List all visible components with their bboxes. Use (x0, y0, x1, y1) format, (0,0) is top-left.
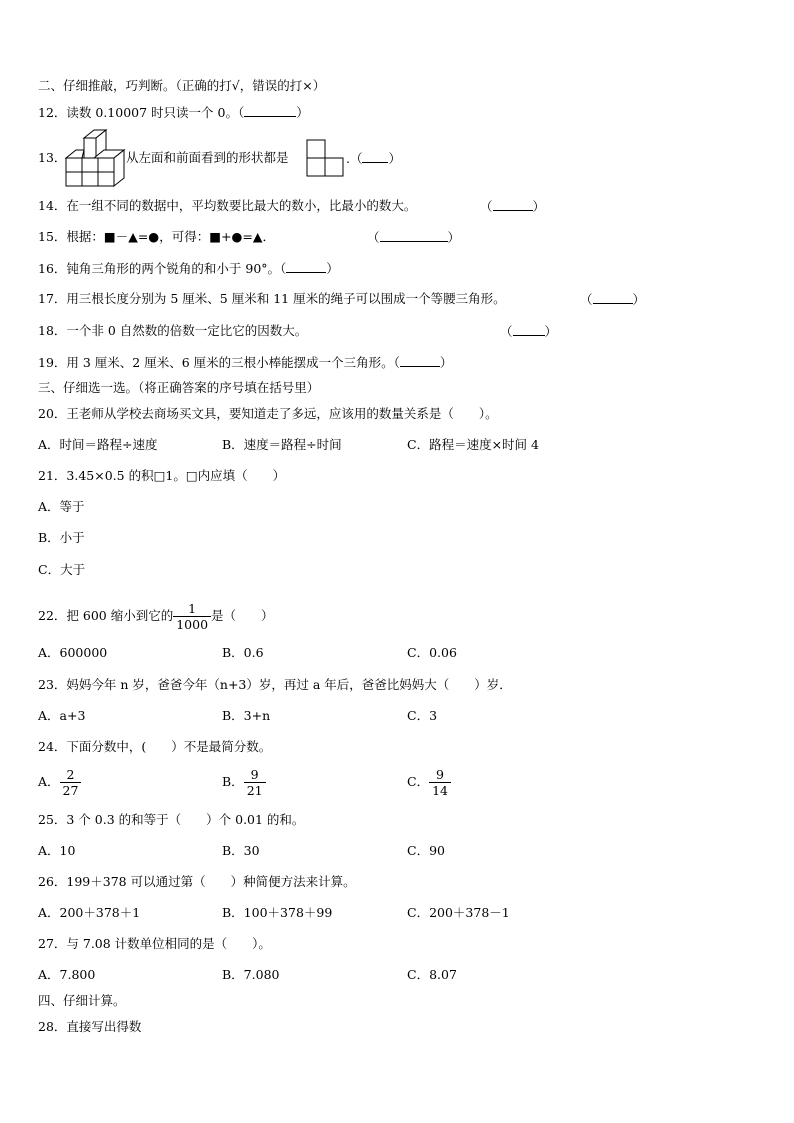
fraction (244, 767, 266, 798)
question-text: 22．把 600 缩小到它的 (38, 608, 174, 623)
option-c[interactable]: C．8.07 (407, 967, 457, 982)
fraction-numerator: 1 (188, 601, 197, 616)
option-b[interactable]: B．0.6 (222, 645, 264, 660)
option-a[interactable]: A．10 (38, 843, 76, 858)
question-text: 是（ ） (211, 608, 274, 623)
option-a[interactable]: A．时间＝路程÷速度 (38, 437, 158, 452)
option-c[interactable]: C．大于 (38, 562, 86, 577)
question-18-paren (500, 323, 557, 340)
question-28: 28．直接写出得数 (38, 1019, 142, 1034)
option-b[interactable]: B．30 (222, 843, 260, 858)
question-text: 12．读数 0.10007 时只读一个 0。（ (38, 105, 245, 120)
question-25: 25．3 个 0.3 的和等于（ ）个 0.01 的和。 (38, 812, 305, 827)
option-a[interactable]: A．600000 (38, 645, 108, 660)
question-text: 15．根据：■－▲=●，可得：■+●=▲． (38, 229, 275, 244)
fraction-denominator: 14 (432, 783, 448, 798)
paren-close: ） (326, 261, 339, 276)
answer-blank[interactable] (493, 198, 533, 211)
paren-open: （ (367, 230, 380, 245)
question-13-tail (346, 150, 401, 167)
option-a[interactable]: A．7.800 (38, 967, 96, 982)
question-24: 24．下面分数中，( ）不是最简分数。 (38, 739, 272, 754)
question-15-paren (367, 229, 460, 246)
option-b[interactable]: B．7.080 (222, 967, 280, 982)
paren-open: （ (580, 292, 593, 307)
question-text: 14．在一组不同的数据中，平均数要比最大的数小，比最小的数大。 (38, 198, 417, 213)
paren-open: .（ (346, 151, 363, 166)
question-12 (38, 104, 309, 121)
option-b[interactable] (222, 763, 266, 801)
section-heading-choose: 三、仔细选一选。（将正确答案的序号填在括号里） (38, 380, 320, 395)
fraction (429, 767, 451, 798)
question-text: 16．钝角三角形的两个锐角的和小于 90°。（ (38, 261, 287, 276)
question-19 (38, 354, 452, 371)
question-13 (38, 150, 66, 166)
answer-blank[interactable] (593, 291, 633, 304)
paren-close: ） (447, 230, 461, 245)
view-shape-figure (306, 139, 346, 177)
option-a[interactable]: A．200＋378＋1 (38, 905, 141, 920)
answer-blank[interactable] (362, 150, 388, 163)
fraction (60, 767, 82, 798)
paren-open: （ (480, 199, 493, 214)
question-23: 23．妈妈今年 n 岁，爸爸今年（n+3）岁，再过 a 年后，爸爸比妈妈大（ ）岁． (38, 677, 512, 692)
answer-blank[interactable] (244, 104, 296, 117)
fraction-denominator: 21 (246, 783, 263, 798)
option-c[interactable]: C．路程＝速度×时间 4 (407, 437, 539, 452)
option-b[interactable]: B．速度＝路程÷时间 (222, 437, 342, 452)
paren-close: ） (532, 199, 546, 214)
question-text: 17．用三根长度分别为 5 厘米、5 厘米和 11 厘米的绳子可以围成一个等腰三角形。 (38, 291, 506, 306)
cube-stack-figure (64, 128, 126, 188)
question-26: 26．199＋378 可以通过第（ ）种简便方法来计算。 (38, 874, 356, 889)
question-15 (38, 229, 275, 245)
option-c[interactable]: C．3 (407, 708, 438, 723)
option-a[interactable] (38, 763, 81, 801)
paren-close: ） (544, 324, 558, 339)
fraction-numerator: 9 (436, 767, 444, 782)
question-27: 27．与 7.08 计数单位相同的是（ ）。 (38, 936, 271, 951)
option-letter: C． (407, 774, 430, 789)
answer-blank[interactable] (400, 354, 440, 367)
paren-close: ） (388, 151, 401, 166)
question-13-text (126, 150, 289, 166)
question-text: 从左面和前面看到的形状都是 (126, 150, 289, 165)
option-letter: B． (222, 774, 244, 789)
question-17 (38, 291, 506, 307)
question-21: 21．3.45×0.5 的积□1。□内应填（ ） (38, 468, 286, 483)
question-17-paren (580, 291, 645, 308)
answer-blank[interactable] (286, 260, 326, 273)
question-22 (38, 596, 274, 636)
fraction-denominator: 27 (62, 783, 79, 798)
question-number: 13． (38, 150, 67, 165)
option-b[interactable]: B．3+n (222, 708, 271, 723)
option-b[interactable]: B．100＋378＋99 (222, 905, 333, 920)
paren-open: （ (500, 324, 513, 339)
answer-blank[interactable] (380, 229, 448, 242)
fraction-denominator: 1000 (176, 617, 209, 632)
paren-close: ） (439, 355, 453, 370)
question-16 (38, 260, 339, 277)
answer-blank[interactable] (513, 323, 545, 336)
fraction (173, 601, 211, 632)
question-text: 19．用 3 厘米、2 厘米、6 厘米的三根小棒能摆成一个三角形。（ (38, 355, 400, 370)
option-c[interactable] (407, 763, 451, 801)
paren-close: ） (296, 105, 309, 120)
question-18 (38, 323, 307, 339)
section-heading-calc: 四、仔细计算。 (38, 993, 126, 1008)
question-14 (38, 198, 416, 214)
fraction-numerator: 2 (66, 767, 75, 782)
question-20: 20．王老师从学校去商场买文具，要知道走了多远，应该用的数量关系是（ ）。 (38, 406, 498, 421)
option-letter: A． (38, 774, 60, 789)
option-c[interactable]: C．200＋378－1 (407, 905, 510, 920)
paren-close: ） (632, 292, 646, 307)
question-14-paren (480, 198, 545, 215)
option-a[interactable]: A．等于 (38, 499, 85, 514)
section-heading-judge: 二、仔细推敲，巧判断。（正确的打√，错误的打×） (38, 78, 326, 93)
option-b[interactable]: B．小于 (38, 530, 85, 545)
option-a[interactable]: A．a+3 (38, 708, 86, 723)
option-c[interactable]: C．90 (407, 843, 445, 858)
question-text: 18．一个非 0 自然数的倍数一定比它的因数大。 (38, 323, 308, 338)
fraction-numerator: 9 (250, 767, 259, 782)
option-c[interactable]: C．0.06 (407, 645, 457, 660)
